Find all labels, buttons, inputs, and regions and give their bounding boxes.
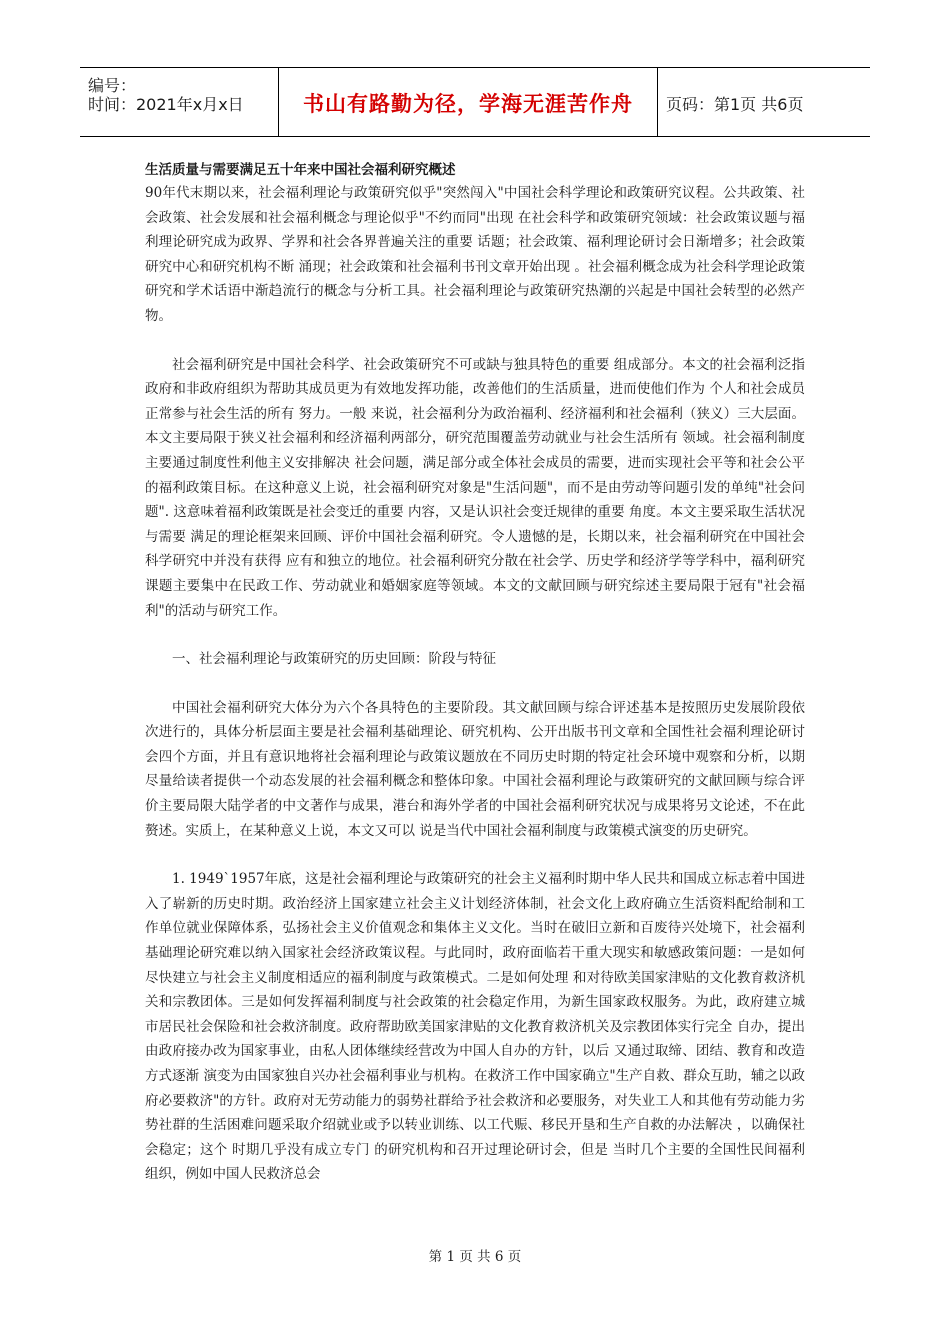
document-header: [80, 67, 870, 137]
header-page-cell: [658, 68, 870, 136]
document-title: 生活质量与需要满足五十年来中国社会福利研究概述: [145, 162, 456, 178]
header-page-label: 页码：第1页 共6页: [666, 95, 804, 114]
paragraph-stages: 中国社会福利研究大体分为六个各具特色的主要阶段。其文献回顾与综合评述基本是按照历史发展阶段依次进行的，具体分析层面主要是社会福利基础理论、研究机构、公开出版书刊文章和全国性社会福利理论研讨会四个方面，并且有意识地将社会福利理论与政策议题放在不同历史时期的特定社会环境中观察和分析，以期尽量给读者提供一个动态发展的社会福利概念和整体印象。中国社会福利理论与政策研究的文献回顾与综合评价主要局限大陆学者的中文著作与成果，港台和海外学者的中国社会福利研究状况与成果将另文论述，不在此赘述。实质上，在某种意义上说，本文又可以 说是当代中国社会福利制度与政策模式演变的历史研究。: [145, 699, 805, 839]
document-number-label: 编号：: [88, 76, 137, 95]
paragraph-intro: 90年代末期以来，社会福利理论与政策研究似乎"突然闯入"中国社会科学理论和政策研究议程。公共政策、社会政策、社会发展和社会福利概念与理论似乎"不约而同"出现 在社会科学和政策研究领域：社会政策议题与福利理论研究成为政界、学界和社会各界普遍关注的重要 话题；社会政策、福利理论研讨会日渐增多；社会政策研究中心和研究机构不断 涌现；社会政策和社会福利书刊文章开始出现 。社会福利概念成为社会科学理论政策研究和学术话语中渐趋流行的概念与分析工具。社会福利理论与政策研究热潮的兴起是中国社会转型的必然产物。: [145, 185, 805, 324]
header-motto: 书山有路勤为径，学海无涯苦作舟: [303, 92, 633, 116]
paragraph-definition: 社会福利研究是中国社会科学、社会政策研究不可或缺与独具特色的重要 组成部分。本文的社会福利泛指政府和非政府组织为帮助其成员更为有效地发挥功能，改善他们的生活质量，进而使他们作为 个人和社会成员正常参与社会生活的所有 努力。一般 来说，社会福利分为政治福利、经济福利和社会福利（狭义）三大层面。本文主要局限于狭义社会福利和经济福利两部分，研究范围覆盖劳动就业与社会生活所有 领域。社会福利制度主要通过制度性利他主义安排解决 社会问题，满足部分或全体社会成员的需要，进而实现社会平等和社会公平的福利政策目标。在这种意义上说，社会福利研究对象是"生活问题"，而不是由劳动等问题引发的单纯"社会问题". 这意味着福利政策既是社会变迁的重要 内容，又是认识社会变迁规律的重要 角度。本文主要采取生活状况与需要 满足的理论框架来回顾、评价中国社会福利研究。令人遗憾的是，长期以来，社会福利研究在中国社会科学研究中并没有获得 应有和独立的地位。社会福利研究分散在社会学、历史学和经济学等学科中，福利研究课题主要集中在民政工作、劳动就业和婚姻家庭等领域。本文的文献回顾与研究综述主要局限于冠有"社会福利"的活动与研究工作。: [145, 356, 805, 619]
section-heading: 一、社会福利理论与政策研究的历史回顾：阶段与特征: [172, 651, 496, 668]
document-body: [145, 160, 805, 1187]
document-date-label: 时间：2021年x月x日: [88, 95, 244, 114]
footer-page-number: 第 1 页 共 6 页: [428, 1249, 522, 1265]
header-motto-cell: [279, 68, 658, 136]
paragraph-period-1: 1. 1949`1957年底，这是社会福利理论与政策研究的社会主义福利时期中华人民共和国成立标志着中国进入了崭新的历史时期。政治经济上国家建立社会主义计划经济体制，社会文化上政府确立生活资料配给制和工作单位就业保障体系，弘扬社会主义价值观念和集体主义文化。当时在破旧立新和百废待兴处境下，社会福利基础理论研究难以纳入国家社会经济政策议程。与此同时，政府面临若干重大现实和敏感政策问题：一是如何尽快建立与社会主义制度相适应的福利制度与政策模式。二是如何处理 和对待欧美国家津贴的文化教育救济机关和宗教团体。三是如何发挥福利制度与社会政策的社会稳定作用，为新生国家政权服务。为此，政府建立城市居民社会保险和社会救济制度。政府帮助欧美国家津贴的文化教育救济机关及宗教团体实行完全 自办，提出由政府接办改为国家事业，由私人团体继续经营改为中国人自办的方针，以后 又通过取缔、团结、教育和改造方式逐渐 演变为由国家独自兴办社会福利事业与机构。在救济工作中国家确立"生产自救、群众互助，辅之以政府必要救济"的方针。政府对无劳动能力的弱势社群给予社会救济和必要服务，对失业工人和其他有劳动能力劣势社群的生活困难问题采取介绍就业或予以转业训练、以工代赈、移民开垦和生产自救的办法解决 ，以确保社会稳定；这个 时期几乎没有成立专门 的研究机构和召开过理论研讨会，但是 当时几个主要的全国性民间福利组织，例如中国人民救济总会: [145, 871, 805, 1183]
header-left-cell: [80, 68, 279, 136]
